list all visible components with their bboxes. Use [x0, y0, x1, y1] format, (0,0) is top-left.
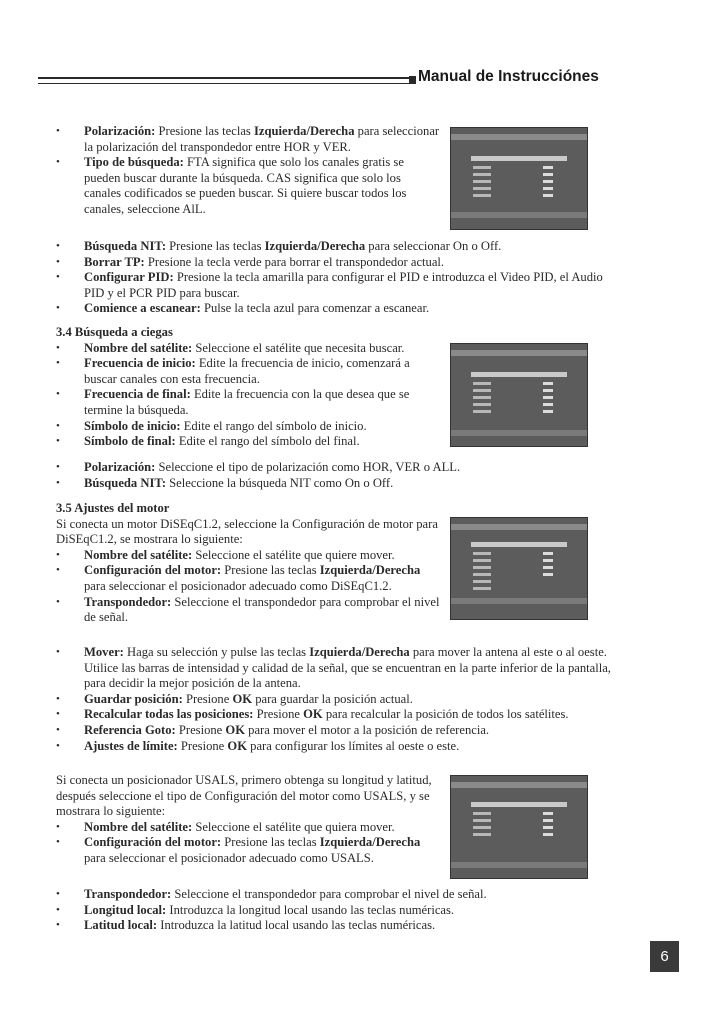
list-item: • Frecuencia de inicio: Edite la frecuencia de inicio, comenzará a buscar canales con esta frecuencia. [56, 356, 441, 387]
blind-search-block-b [56, 460, 616, 491]
list-item: • Nombre del satélite: Seleccione el satélite que quiera mover. [56, 820, 441, 836]
page-number: 6 [650, 941, 679, 972]
usals-block-b [56, 887, 616, 934]
blind-search-block-a [56, 325, 441, 450]
list-item: • Ajustes de límite: Presione OK para configurar los límites al oeste o este. [56, 739, 616, 755]
list-item: • Búsqueda NIT: Presione las teclas Izquierda/Derecha para seleccionar On o Off. [56, 239, 616, 255]
page-header-title: Manual de Instrucciónes [418, 68, 599, 85]
list-item: • Frecuencia de final: Edite la frecuencia con la que desea que se termine la búsqueda. [56, 387, 441, 418]
header-marker [409, 76, 416, 84]
paragraph: Si conecta un posicionador USALS, primero obtenga su longitud y latitud, después seleccione el tipo de Configuración del motor como USALS, y se mostrara lo siguiente: [56, 773, 432, 819]
list-item: • Tipo de búsqueda: FTA significa que solo los canales gratis se pueden buscar durante la búsqueda. CAS significa que solo los canales codificados se pueden buscar. Si quiere buscar todos los canales, seleccione AlL. [56, 155, 441, 217]
section-heading: 3.5 Ajustes del motor [56, 501, 170, 515]
list-item: • Mover: Haga su selección y pulse las teclas Izquierda/Derecha para mover la antena al este o al oeste. Utilice las barras de intensidad y calidad de la señal, que se encuentran en la parte inferior de la pantalla, para decidir la mejor posición de la antena. [56, 645, 616, 692]
tp-search-menu-screenshot [450, 127, 588, 230]
list-item: • Guardar posición: Presione OK para guardar la posición actual. [56, 692, 616, 708]
section-heading: 3.4 Búsqueda a ciegas [56, 325, 173, 339]
usals-motor-menu-screenshot [450, 775, 588, 879]
list-item: • Símbolo de final: Edite el rango del símbolo del final. [56, 434, 441, 450]
list-item: • Nombre del satélite: Seleccione el satélite que necesita buscar. [56, 341, 441, 357]
list-item: • Recalcular todas las posiciones: Presione OK para recalcular la posición de todos los satélites. [56, 707, 616, 723]
list-item: • Polarización: Seleccione el tipo de polarización como HOR, VER o ALL. [56, 460, 616, 476]
list-item: • Nombre del satélite: Seleccione el satélite que quiere mover. [56, 548, 441, 564]
search-options-block-b [56, 239, 616, 317]
list-item: • Transpondedor: Seleccione el transpondedor para comprobar el nivel de señal. [56, 887, 616, 903]
list-item: • Configuración del motor: Presione las teclas Izquierda/Derecha para seleccionar el posicionador adecuado como DiSEqC1.2. [56, 563, 441, 594]
usals-block-a [56, 773, 441, 867]
list-item: • Referencia Goto: Presione OK para mover el motor a la posición de referencia. [56, 723, 616, 739]
motor-settings-block-a [56, 501, 441, 626]
paragraph: Si conecta un motor DiSEqC1.2, seleccione la Configuración de motor para DiSEqC1.2, se mostrara lo siguiente: [56, 516, 438, 547]
motor-settings-block-b [56, 645, 616, 754]
search-options-block-a [56, 124, 441, 218]
list-item: • Configuración del motor: Presione las teclas Izquierda/Derecha para seleccionar el posicionador adecuado como USALS. [56, 835, 441, 866]
list-item: • Polarización: Presione las teclas Izquierda/Derecha para seleccionar la polarización del transpondedor entre HOR y VER. [56, 124, 441, 155]
diseqc-motor-menu-screenshot [450, 517, 588, 620]
list-item: • Longitud local: Introduzca la longitud local usando las teclas numéricas. [56, 903, 616, 919]
list-item: • Comience a escanear: Pulse la tecla azul para comenzar a escanear. [56, 301, 616, 317]
list-item: • Transpondedor: Seleccione el transpondedor para comprobar el nivel de señal. [56, 595, 441, 626]
list-item: • Símbolo de inicio: Edite el rango del símbolo de inicio. [56, 419, 441, 435]
list-item: • Configurar PID: Presione la tecla amarilla para configurar el PID e introduzca el Video PID, el Audio PID y el PCR PID para buscar. [56, 270, 616, 301]
list-item: • Latitud local: Introduzca la latitud local usando las teclas numéricas. [56, 918, 616, 934]
list-item: • Borrar TP: Presione la tecla verde para borrar el transpondedor actual. [56, 255, 616, 271]
list-item: • Búsqueda NIT: Seleccione la búsqueda NIT como On o Off. [56, 476, 616, 492]
blind-search-menu-screenshot [450, 343, 588, 447]
header-rule [38, 77, 410, 84]
